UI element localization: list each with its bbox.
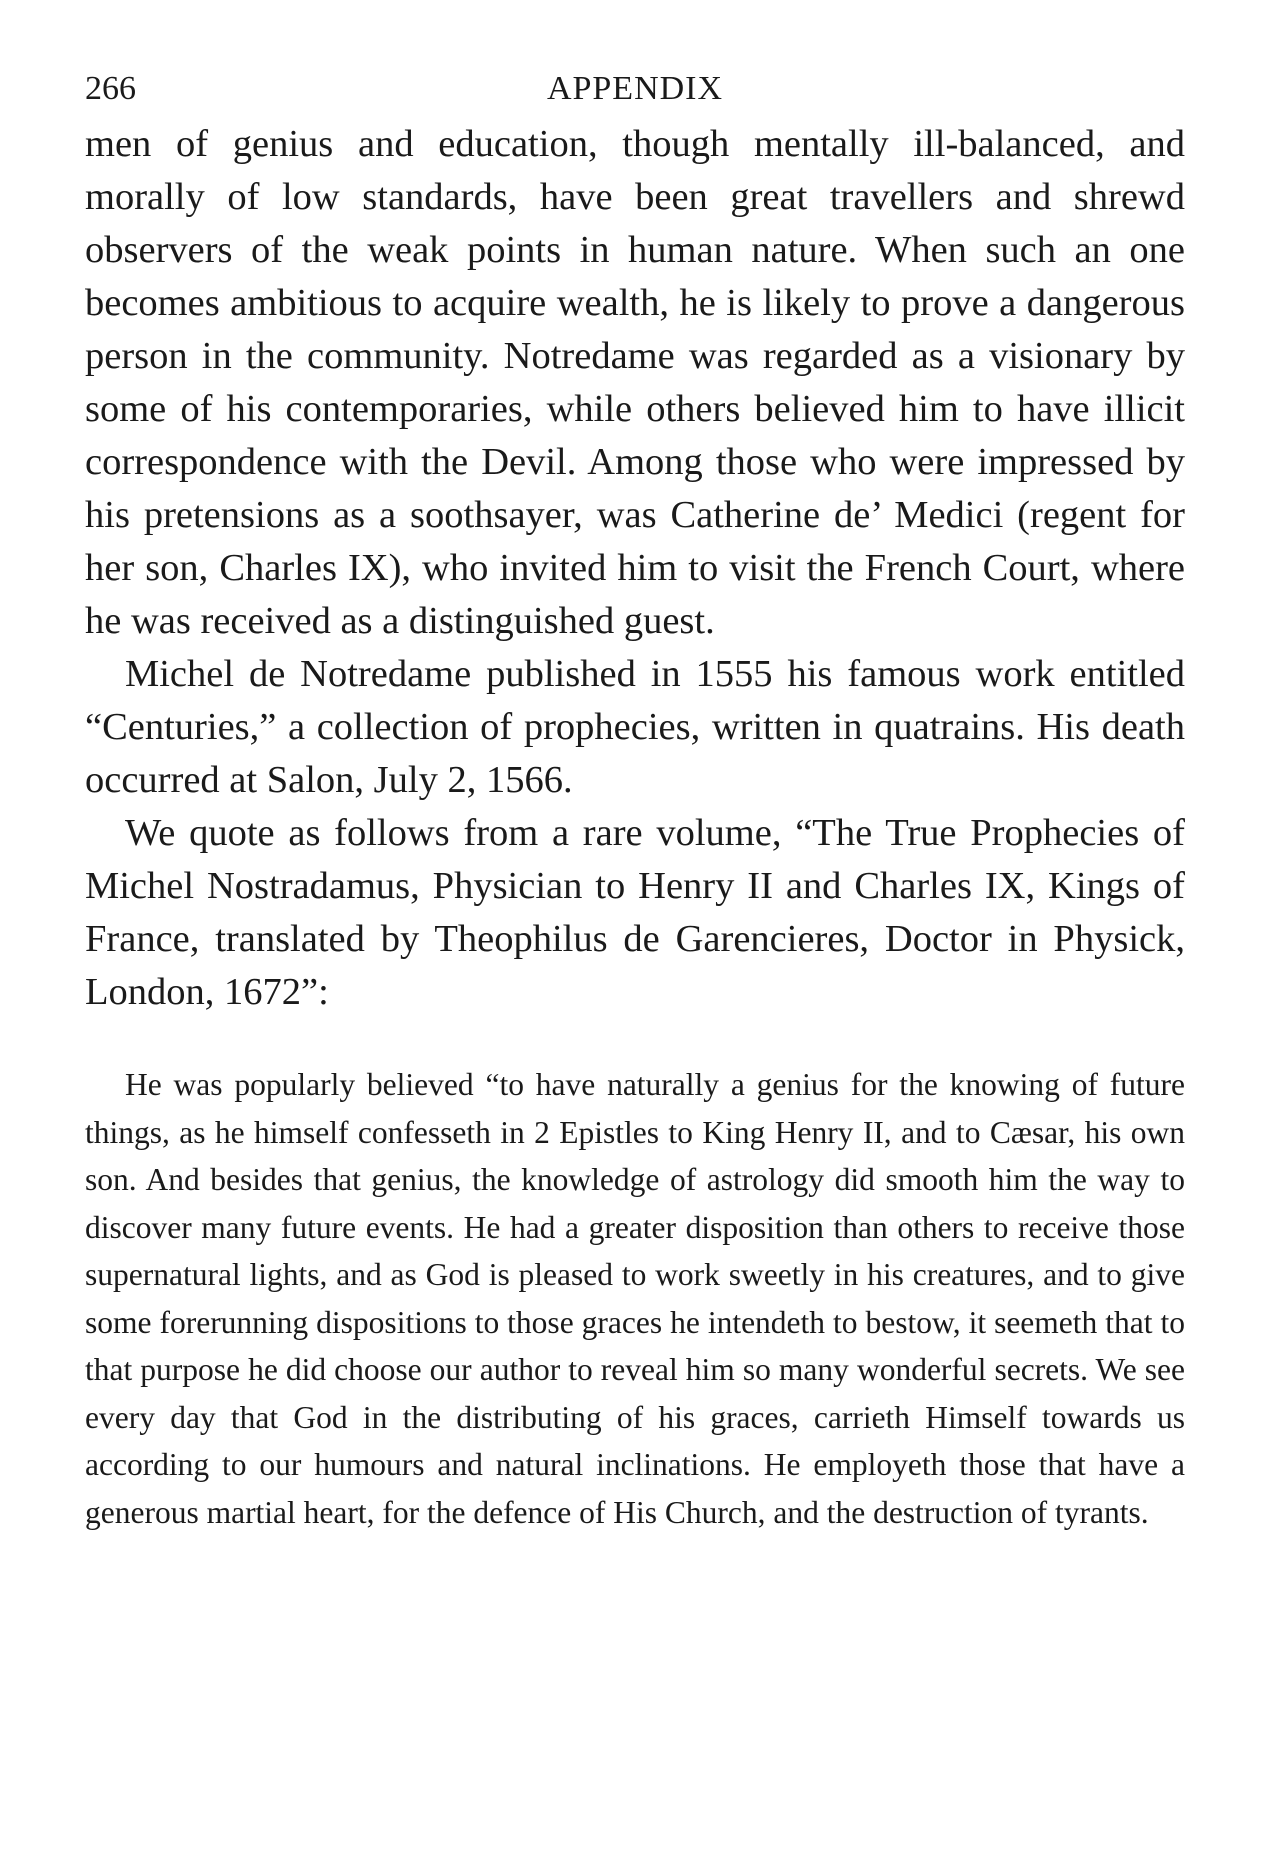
paragraph-centuries: Michel de Notredame published in 1555 his famous work entitled “Centuries,” a collection of prophecies, written in quatrains. His death occurred at Salon, July 2, 1566.: [85, 653, 1185, 801]
page-number: 266: [85, 70, 136, 107]
running-head: [85, 60, 1185, 118]
quote-paragraph: He was popularly believed “to have naturally a genius for the knowing of future things, as he himself confesseth in 2 Epistles to King Henry II, and to Cæsar, his own son. And besides that genius, the knowledge of astrology did smooth him the way to discover many future events. He had a greater disposition than others to receive those supernatural lights, and as God is pleased to work sweetly in his creatures, and to give some forerunning dispositions to those graces he intendeth to bestow, it seemeth that to that purpose he did choose our author to reveal him so many wonderful secrets. We see every day that God in the distributing of his graces, carrieth Himself towards us according to our humours and natural inclinations. He employeth those that have a generous martial heart, for the defence of His Church, and the destruction of tyrants.: [85, 1067, 1185, 1530]
running-title: APPENDIX: [546, 70, 724, 107]
book-page: [85, 60, 1185, 1536]
paragraph-continued: men of genius and education, though mentally ill-balanced, and morally of low standards, have been great travellers and shrewd observers of the weak points in human nature. When such an one becomes ambitious to acquire wealth, he is likely to prove a dangerous person in the community. Notredame was regarded as a visionary by some of his contemporaries, while others believed him to have illicit correspondence with the Devil. Among those who were impressed by his pretensions as a soothsayer, was Catherine de’ Medici (regent for her son, Charles IX), who invited him to visit the French Court, where he was received as a distinguished guest.: [85, 123, 1185, 642]
block-quote: [85, 1061, 1185, 1536]
paragraph-quote-intro: We quote as follows from a rare volume, “The True Prophecies of Michel Nostradamus, Physician to Henry II and Charles IX, Kings of France, translated by Theophilus de Garencieres, Doctor in Physick, London, 1672”:: [85, 812, 1185, 1013]
body-text: [85, 118, 1185, 1019]
